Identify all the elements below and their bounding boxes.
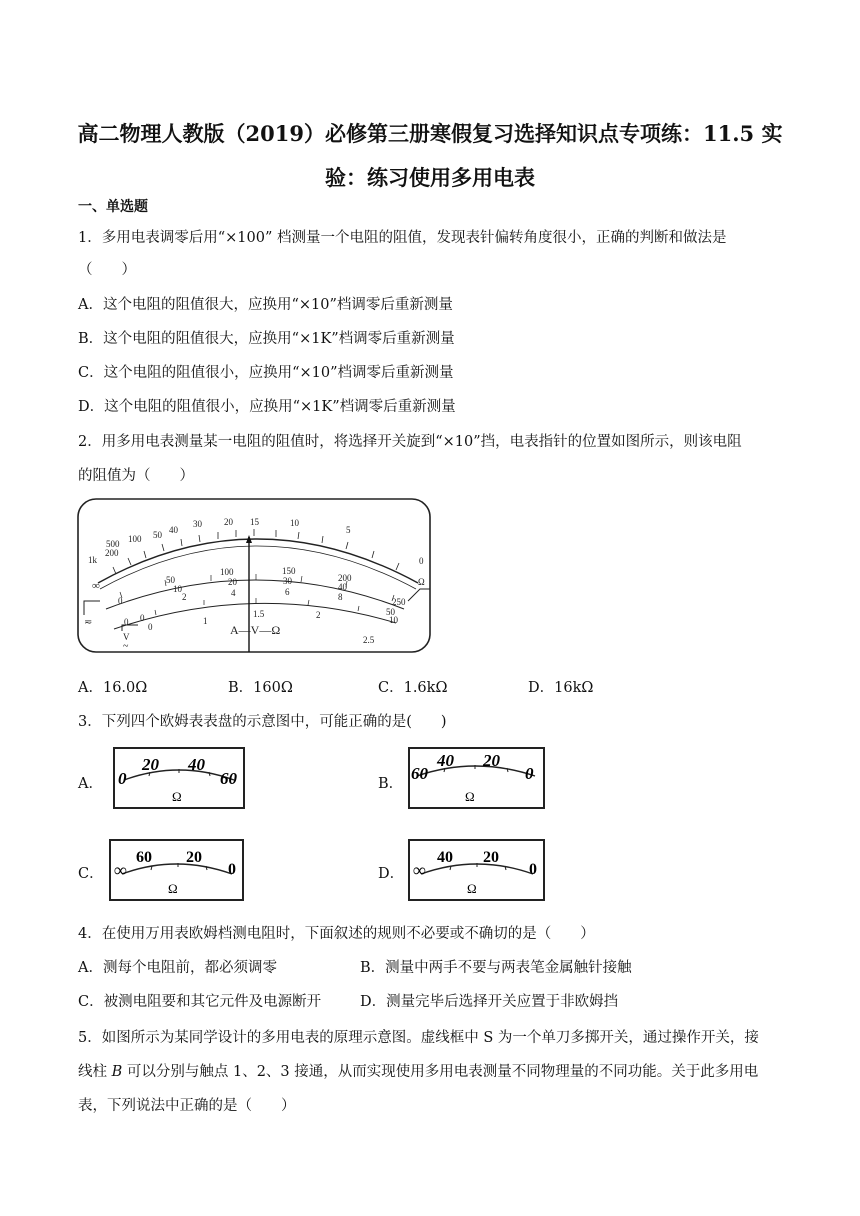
dc250-tick-200: 200	[338, 573, 352, 583]
ac-tick-0: 0	[140, 613, 145, 623]
ohm-tick-1k: 1k	[88, 555, 97, 565]
dial-b-right: 0	[525, 764, 534, 783]
dc250-tick-250: 250	[392, 597, 406, 607]
dial-c-mid2: 20	[186, 849, 202, 866]
q5-line-2	[78, 1060, 758, 1081]
dial-d-unit: Ω	[467, 881, 477, 896]
q1-option-d: D．这个电阻的阻值很小，应换用“×1K”档调零后重新测量	[78, 399, 456, 415]
ohm-tick-30: 30	[193, 519, 202, 529]
q1-option-b: B．这个电阻的阻值很大，应换用“×1K”档调零后重新测量	[78, 331, 455, 347]
q3-dial-a	[112, 746, 247, 812]
dial-d-mid1: 40	[437, 849, 453, 866]
ohm-tick-15: 15	[250, 517, 259, 527]
dc10-tick-8: 8	[338, 592, 343, 602]
q2-stem-line-1: 2．用多用电表测量某一电阻的阻值时，将选择开关旋到“×10”挡，电表指针的位置如图所示，则该电阻	[78, 434, 742, 450]
dial-a-right: 60	[220, 769, 237, 788]
q4-stem: 4．在使用万用表欧姆档测电阻时，下面叙述的规则不必要或不确切的是（ ）	[78, 926, 595, 942]
q3-label-a: A．	[78, 776, 103, 792]
q3-label-b: B．	[378, 776, 404, 792]
dial-c-right: 0	[228, 861, 236, 878]
q1-stem-line-2: （ ）	[78, 262, 136, 278]
q1-stem-line-1: 1．多用电表调零后用“×100” 档测量一个电阻的阻值，发现表针偏转角度很小，正确的判断和做法是	[78, 230, 727, 246]
dial-a-mid2: 40	[188, 755, 205, 774]
ac-dc-symbol: ≂	[84, 617, 93, 628]
q3-dial-c	[108, 838, 246, 904]
dial-b-left: 60	[411, 764, 428, 783]
q4-option-d: D．测量完毕后选择开关应置于非欧姆挡	[360, 994, 619, 1010]
dial-a-unit: Ω	[172, 789, 182, 804]
dial-d-left: ∞	[413, 860, 426, 880]
q3-stem: 3．下列四个欧姆表表盘的示意图中，可能正确的是( )	[78, 714, 447, 730]
dial-a-left: 0	[118, 769, 127, 788]
dc10-tick-0: 0	[118, 596, 123, 606]
q2-stem-line-2: 的阻值为（ ）	[78, 468, 194, 484]
q4-option-c: C．被测电阻要和其它元件及电源断开	[78, 994, 322, 1010]
q1-option-c: C．这个电阻的阻值很小，应换用“×10”档调零后重新测量	[78, 365, 454, 381]
q5-line-1: 5．如图所示为某同学设计的多用电表的原理示意图。虚线框中 S 为一个单刀多掷开关，通过操作开关，接	[78, 1030, 759, 1046]
dial-c-left: ∞	[114, 860, 127, 880]
dial-b-mid2: 20	[483, 751, 500, 770]
title-line-1: 高二物理人教版（2019）必修第三册寒假复习选择知识点专项练：11.5 实	[77, 121, 783, 146]
dc50-tick-20: 20	[228, 577, 237, 587]
q4-option-b: B．测量中两手不要与两表笔金属触针接触	[360, 960, 632, 976]
dc250-tick-150: 150	[282, 566, 296, 576]
dial-d-right: 0	[529, 861, 537, 878]
infinity-mark: ∞	[92, 580, 100, 592]
v-symbol: V	[123, 632, 130, 642]
ac-tick-1: 1	[203, 616, 208, 626]
q3-label-d: D．	[378, 866, 405, 882]
ohm-tick-200: 200	[105, 548, 119, 558]
q3-dial-b	[407, 746, 547, 812]
q3-dial-d	[407, 838, 547, 904]
dc10-tick-10: 10	[389, 615, 398, 625]
page-title	[60, 112, 800, 200]
q5-line-3: 表，下列说法中正确的是（ ）	[78, 1098, 296, 1114]
q2-option-c: C．1.6kΩ	[378, 680, 448, 696]
q3-label-c: C．	[78, 866, 104, 882]
dc50-tick-10: 10	[173, 584, 182, 594]
dc-zero-left: 0	[124, 617, 129, 627]
q2-option-d: D．16kΩ	[528, 680, 594, 696]
ac-tilde: ~	[123, 641, 129, 652]
dc10-tick-4: 4	[231, 588, 236, 598]
dc50-tick-30: 30	[283, 576, 292, 586]
avo-legend: A—V—Ω	[230, 623, 281, 637]
q5-terminal-b: B	[111, 1064, 123, 1080]
ohm-tick-500: 500	[106, 539, 120, 549]
ohm-tick-20: 20	[224, 517, 233, 527]
dc250-tick-100: 100	[220, 567, 234, 577]
q1-option-a: A．这个电阻的阻值很大，应换用“×10”档调零后重新测量	[78, 297, 453, 313]
ohm-tick-0: 0	[419, 556, 424, 566]
section-heading: 一、单选题	[78, 199, 148, 215]
dial-b-unit: Ω	[465, 789, 475, 804]
multimeter-dial-figure	[76, 497, 434, 655]
dc10-tick-2: 2	[182, 592, 187, 602]
q2-option-a: A．16.0Ω	[78, 680, 148, 696]
ohm-tick-10: 10	[290, 518, 299, 528]
dial-c-mid1: 60	[136, 849, 152, 866]
q2-option-b: B．160Ω	[228, 680, 293, 696]
ohm-tick-40: 40	[169, 525, 178, 535]
dial-d-mid2: 20	[483, 849, 499, 866]
title-line-2: 验：练习使用多用电表	[325, 165, 535, 190]
q5-line-2-rest: 可以分别与触点 1、2、3 接通，从而实现使用多用电表测量不同物理量的不同功能。关于此多用电	[122, 1064, 759, 1080]
ac-tick-2: 2	[316, 610, 321, 620]
q5-line-2-start: 线柱	[78, 1064, 112, 1080]
ac-tick-1-5: 1.5	[253, 609, 265, 619]
ac-tick-0b: 0	[148, 622, 153, 632]
dial-c-unit: Ω	[168, 881, 178, 896]
ac-tick-2-5: 2.5	[363, 635, 375, 645]
dc50-tick-50: 50	[386, 607, 395, 617]
dial-b-mid1: 40	[437, 751, 454, 770]
dc50-tick-40: 40	[338, 582, 347, 592]
ohm-tick-5: 5	[346, 525, 351, 535]
ohm-tick-50: 50	[153, 530, 162, 540]
q4-option-a: A．测每个电阻前，都必须调零	[78, 960, 277, 976]
dial-a-mid1: 20	[142, 755, 159, 774]
ohm-unit-label: Ω	[418, 577, 425, 587]
dc250-tick-50: 50	[166, 575, 175, 585]
ohm-tick-100: 100	[128, 534, 142, 544]
dc10-tick-6: 6	[285, 587, 290, 597]
